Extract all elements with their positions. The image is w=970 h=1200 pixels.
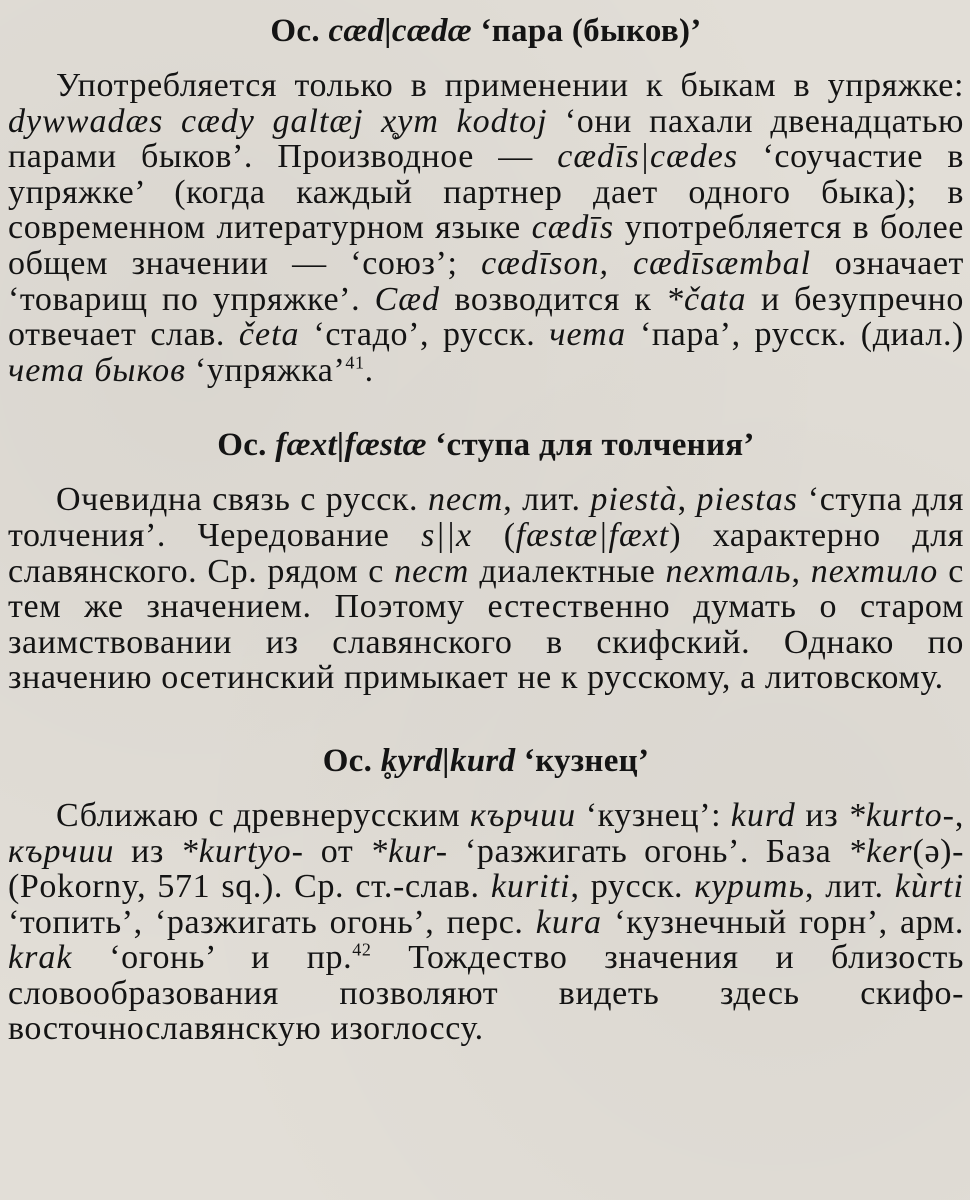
italic-term: fæstæ|fæxt bbox=[515, 516, 670, 554]
italic-term: piestas bbox=[696, 481, 798, 519]
text-run: из bbox=[795, 796, 848, 834]
text-run: , русск. bbox=[570, 868, 695, 906]
italic-term: кърчии bbox=[8, 832, 115, 870]
heading-lemma: cæd|cædæ bbox=[328, 13, 472, 49]
italic-term: piestà bbox=[590, 481, 678, 519]
text-run: , bbox=[954, 796, 965, 834]
italic-term: пехталь bbox=[665, 552, 792, 590]
italic-term: курить bbox=[694, 868, 805, 906]
text-run: ‘кузнечный горн’, арм. bbox=[602, 903, 964, 941]
text-run: диалектные bbox=[469, 552, 666, 590]
italic-term: cædīs|cædes bbox=[557, 138, 739, 176]
text-run: , лит. bbox=[804, 868, 895, 906]
italic-term: *čata bbox=[665, 280, 747, 318]
italic-term: пест bbox=[394, 552, 470, 590]
text-run: , bbox=[791, 552, 811, 590]
entry-kyrd bbox=[8, 738, 964, 1047]
heading-gloss: ‘пара (быков)’ bbox=[471, 13, 702, 49]
text-run: Очевидна связь с русск. bbox=[56, 481, 428, 519]
heading-lemma: fæxt|fæstæ bbox=[275, 427, 427, 464]
heading-gloss: ‘кузнец’ bbox=[515, 742, 650, 779]
italic-term: kura bbox=[535, 903, 603, 941]
italic-term: kurd bbox=[730, 796, 796, 834]
text-run: возводится к bbox=[439, 280, 666, 318]
text-run: (ə)- (Pokorny, 571 sq.). Ср. ст.-слав. bbox=[8, 832, 964, 906]
text-run: Тождество значения и близость словообразования позволяют видеть здесь скифо-восточнославянскую изоглоссу. bbox=[8, 939, 965, 1048]
entry-body bbox=[8, 482, 964, 696]
text-run: употребляется в более общем значении — ‘союз’; bbox=[8, 209, 964, 282]
italic-term: krak bbox=[8, 939, 73, 977]
text-run: и безупречно отвечает слав. bbox=[8, 280, 964, 354]
entry-heading bbox=[8, 738, 964, 784]
italic-term: Cæd bbox=[374, 280, 440, 318]
text-run: , bbox=[677, 481, 697, 519]
text-run: ‘разжигать огонь’. База bbox=[448, 832, 849, 870]
heading-prefix: Ос. bbox=[217, 427, 276, 464]
italic-term: cædīs bbox=[531, 209, 615, 247]
italic-term: чета быков bbox=[8, 351, 186, 389]
text-run: ‘пара’, русск. (диал.) bbox=[626, 316, 964, 354]
entry-caed bbox=[8, 8, 964, 388]
italic-term: cædīson, cædīsæmbal bbox=[481, 244, 812, 282]
heading-prefix: Ос. bbox=[270, 13, 329, 49]
italic-term: *kur- bbox=[370, 832, 449, 870]
footnote-ref: 41 bbox=[345, 352, 365, 373]
text-run: Употребляется только в применении к быкам в упряжке: bbox=[56, 67, 964, 104]
heading-gloss: ‘ступа для толчения’ bbox=[426, 427, 755, 464]
text-run: ( bbox=[472, 516, 516, 554]
text-run: из bbox=[114, 832, 181, 870]
entry-body bbox=[8, 68, 964, 388]
footnote-ref: 42 bbox=[352, 939, 372, 960]
italic-term: kùrti bbox=[894, 868, 964, 906]
italic-term: četa bbox=[238, 316, 300, 354]
text-run: . bbox=[364, 351, 374, 389]
entry-body bbox=[8, 798, 964, 1047]
entry-faext bbox=[8, 422, 964, 696]
text-run: ‘кузнец’: bbox=[576, 796, 731, 834]
entry-heading bbox=[8, 422, 964, 468]
text-run: ‘соучастие в упряжке’ (когда каждый партнер дает одного быка); в современном литературном языке bbox=[8, 138, 964, 247]
text-run: ‘ступа для толчения’. Чередование bbox=[8, 481, 965, 554]
heading-lemma: k̥yrd|kurd bbox=[380, 742, 516, 779]
italic-term: *ker bbox=[848, 832, 913, 870]
italic-term: пест bbox=[427, 481, 504, 519]
text-run: ‘они пахали двенадцатью парами быков’. Производное — bbox=[8, 102, 964, 176]
italic-term: *kurtyo- bbox=[180, 832, 304, 870]
italic-term: пехтило bbox=[810, 552, 939, 590]
text-run: от bbox=[303, 832, 371, 870]
entry-heading bbox=[8, 8, 964, 54]
italic-term: кърчии bbox=[469, 796, 577, 834]
heading-prefix: Ос. bbox=[322, 742, 381, 779]
text-run: ) характерно для славянского. Ср. рядом с bbox=[8, 516, 964, 590]
italic-term: s||x bbox=[421, 516, 473, 554]
text-run: с тем же значением. Поэтому естественно думать о старом заимствовании из славянского в скифский. Однако по значению осетинский примыкает не к русскому, а литовскому. bbox=[8, 552, 965, 697]
text-run: Сближаю с древнерусским bbox=[56, 796, 470, 834]
italic-term: dywwadæs cædy galtæj x̥ym kodtoj bbox=[8, 102, 548, 140]
italic-term: kuriti bbox=[490, 868, 571, 906]
italic-term: *kurto- bbox=[847, 796, 955, 834]
text-run: означает ‘товарищ по упряжке’. bbox=[8, 244, 964, 318]
text-run: ‘стадо’, русск. bbox=[299, 316, 550, 354]
text-run: ‘топить’, ‘разжигать огонь’, перс. bbox=[8, 903, 536, 941]
text-run: ‘огонь’ и пр. bbox=[72, 939, 353, 977]
italic-term: чета bbox=[549, 316, 627, 354]
text-run: ‘упряжка’ bbox=[185, 351, 346, 389]
text-run: , лит. bbox=[503, 481, 591, 519]
